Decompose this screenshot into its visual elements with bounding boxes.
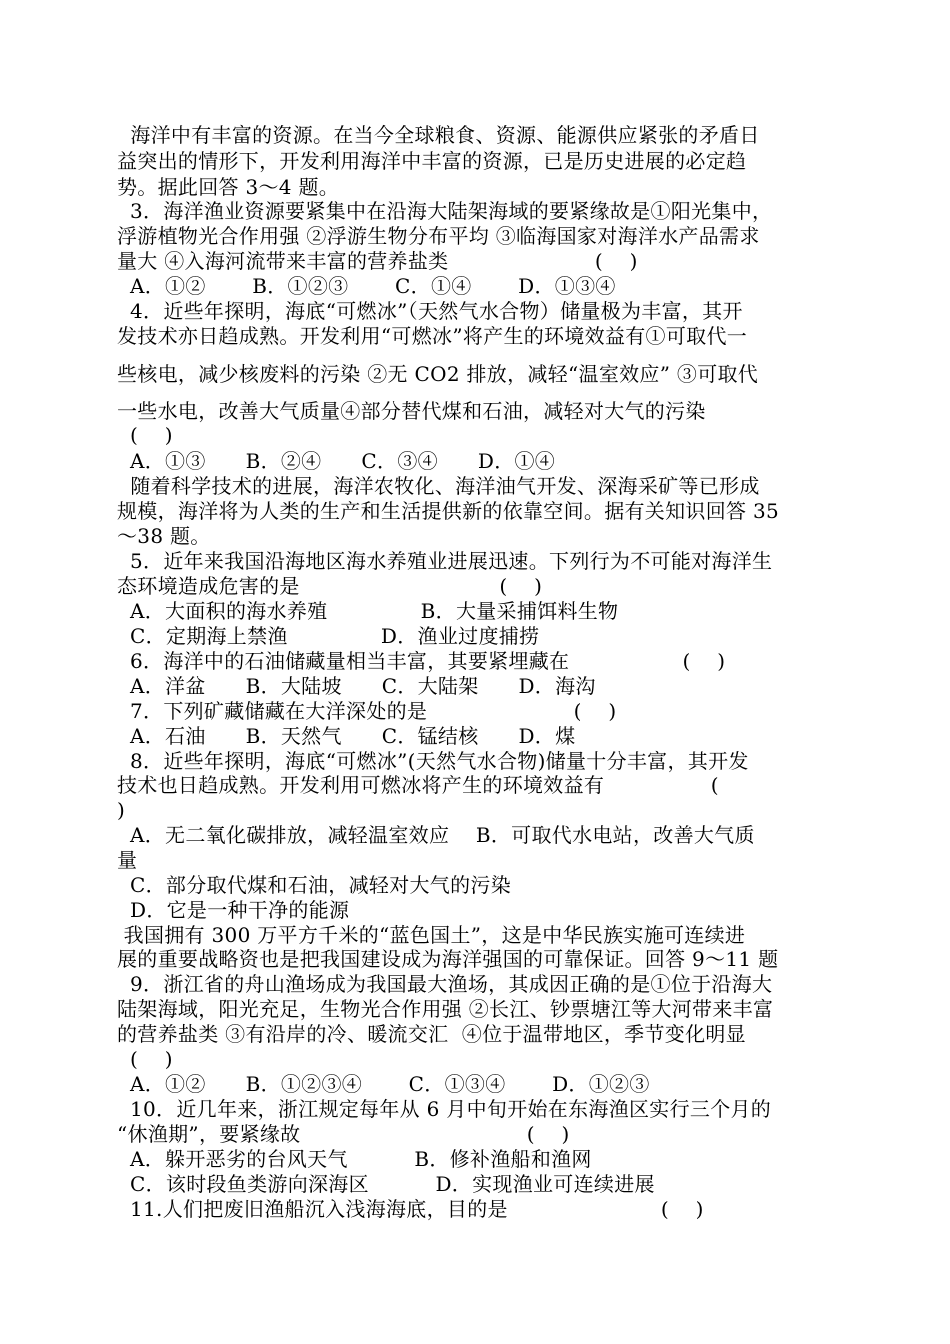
text-line: 随着科学技术的进展，海洋农牧化、海洋油气开发、深海采矿等已形成 <box>117 474 760 498</box>
answer-bracket: ( ) <box>130 423 173 447</box>
question-7: 7．下列矿藏储藏在大洋深处的是 ( ) <box>130 699 617 723</box>
text-line: 量 <box>117 848 138 872</box>
text-line: 规模，海洋将为人类的生产和生活提供新的依靠空间。据有关知识回答 35 <box>117 499 780 523</box>
text-line: 势。据此回答 3～4 题。 <box>117 175 340 199</box>
question-3: 3．海洋渔业资源要紧集中在沿海大陆架海域的要紧缘故是①阳光集中， <box>130 199 773 223</box>
text-line: 海洋中有丰富的资源。在当今全球粮食、资源、能源供应紧张的矛盾日 <box>117 123 760 147</box>
question-4: 4．近些年探明，海底“可燃冰”（天然气水合物）储量极为丰富，其开 <box>130 299 743 323</box>
options-line: A．洋盆 B．大陆坡 C．大陆架 D．海沟 <box>130 674 596 698</box>
options-line: A．大面积的海水养殖 B．大量采捕饵料生物 <box>130 599 619 623</box>
text-line: 些核电，减少核废料的污染 ②无 CO2 排放，减轻“温室效应” ③可取代 <box>117 362 759 386</box>
question-5: 5．近年来我国沿海地区海水养殖业进展迅速。下列行为不可能对海洋生 <box>130 549 773 573</box>
question-9: 9．浙江省的舟山渔场成为我国最大渔场，其成因正确的是①位于沿海大 <box>130 972 773 996</box>
text-line: 一些水电，改善大气质量④部分替代煤和石油，减轻对大气的污染 <box>117 399 706 423</box>
text-line: 陆架海域，阳光充足，生物光合作用强 ②长江、钞票塘江等大河带来丰富 <box>117 997 774 1021</box>
text-line: 益突出的情形下，开发利用海洋中丰富的资源，已是历史进展的必定趋 <box>117 149 747 173</box>
text-line: 态环境造成危害的是 ( ) <box>117 574 543 598</box>
answer-bracket: ( ) <box>130 1047 173 1071</box>
options-line: C．部分取代煤和石油，减轻对大气的污染 <box>130 873 512 897</box>
options-line: A．①② B．①②③ C．①④ D．①③④ <box>130 274 616 298</box>
options-line: A．无二氧化碳排放，减轻温室效应 B．可取代水电站，改善大气质 <box>130 823 755 847</box>
options-line: D．它是一种干净的能源 <box>130 898 350 922</box>
text-line: ～38 题。 <box>117 524 211 548</box>
text-line: “休渔期”，要紧缘故 ( ) <box>117 1122 570 1146</box>
options-line: C．该时段鱼类游向深海区 D．实现渔业可连续进展 <box>130 1172 655 1196</box>
text-line: 的营养盐类 ③有沿岸的冷、暖流交汇 ④位于温带地区，季节变化明显 <box>117 1022 746 1046</box>
question-11: 11.人们把废旧渔船沉入浅海海底，目的是 ( ) <box>130 1197 704 1221</box>
text-line: 我国拥有 300 万平方千米的“蓝色国土”，这是中华民族实施可连续进 <box>117 923 746 947</box>
text-line: 展的重要战略资也是把我国建设成为海洋强国的可靠保证。回答 9～11 题 <box>117 947 779 971</box>
options-line: A．①③ B．②④ C．③④ D．①④ <box>130 449 556 473</box>
question-10: 10．近几年来，浙江规定每年从 6 月中旬开始在东海渔区实行三个月的 <box>130 1097 772 1121</box>
text-line: 技术也日趋成熟。开发利用可燃冰将产生的环境效益有 ( <box>117 773 719 797</box>
question-8: 8．近些年探明，海底“可燃冰”(天然气水合物)储量十分丰富，其开发 <box>130 749 749 773</box>
text-line: 浮游植物光合作用强 ②浮游生物分布平均 ③临海国家对海洋水产品需求 <box>117 224 760 248</box>
answer-bracket: ) <box>117 798 126 822</box>
options-line: C．定期海上禁渔 D．渔业过度捕捞 <box>130 624 540 648</box>
options-line: A．①② B．①②③④ C．①③④ D．①②③ <box>130 1072 650 1096</box>
text-line: 发技术亦日趋成熟。开发利用“可燃冰”将产生的环境效益有①可取代一 <box>117 324 748 348</box>
question-6: 6．海洋中的石油储藏量相当丰富，其要紧埋藏在 ( ) <box>130 649 726 673</box>
options-line: A．躲开恶劣的台风天气 B．修补渔船和渔网 <box>130 1147 592 1171</box>
text-line: 量大 ④入海河流带来丰富的营养盐类 ( ) <box>117 249 638 273</box>
options-line: A．石油 B．天然气 C．锰结核 D．煤 <box>130 724 576 748</box>
